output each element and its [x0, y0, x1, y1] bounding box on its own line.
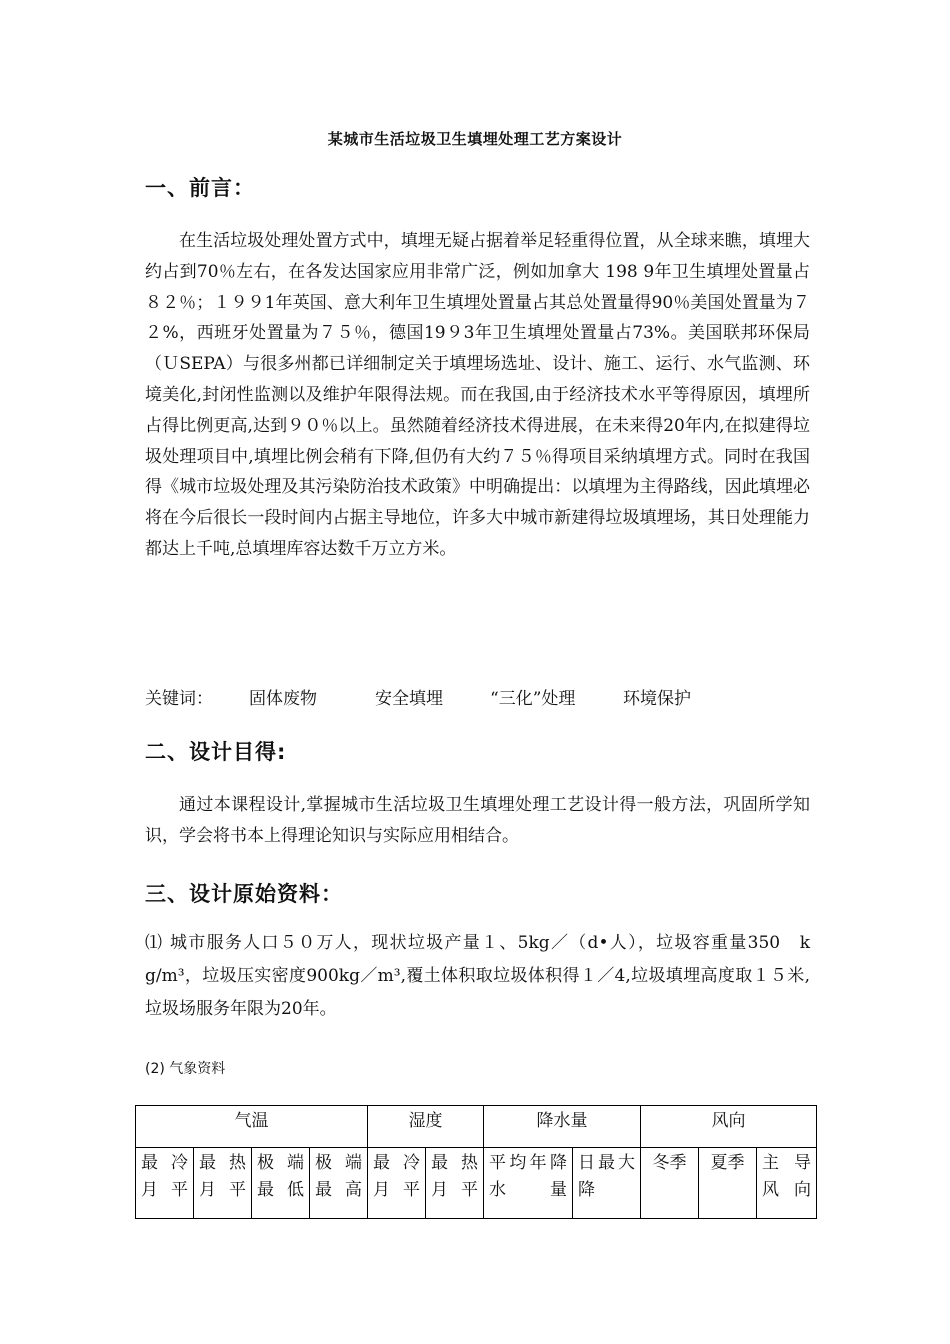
column-header: 最热月平 — [194, 1148, 252, 1219]
weather-table — [135, 1105, 817, 1219]
keyword-item: 固体废物 — [249, 689, 317, 709]
weather-subheading: (2) 气象资料 — [145, 1061, 226, 1077]
column-header: 最冷月平 — [136, 1148, 194, 1219]
column-header: 日最大降 — [573, 1148, 641, 1219]
group-header-temperature: 气温 — [136, 1106, 368, 1148]
document-title: 某城市生活垃圾卫生填埋处理工艺方案设计 — [327, 130, 623, 148]
section-heading-objective: 二、设计目得: — [145, 740, 287, 764]
column-header: 平均年降水量 — [484, 1148, 573, 1219]
group-header-humidity: 湿度 — [368, 1106, 484, 1148]
data-paragraph: ⑴ 城市服务人口５０万人，现状垃圾产量１、5kg／（d•人），垃圾容重量350 k g/m³，垃圾压实密度900kg／m³,覆土体积取垃圾体积得１／4,垃圾填埋高度取１５米,垃圾场服务年限为20年。 — [145, 933, 810, 1019]
column-header: 极端最高 — [310, 1148, 368, 1219]
table-subheader-row — [136, 1148, 817, 1219]
section-heading-data: 三、设计原始资料： — [145, 882, 343, 906]
column-header: 最热月平 — [426, 1148, 484, 1219]
column-header: 最冷月平 — [368, 1148, 426, 1219]
keyword-item: “三化”处理 — [490, 689, 576, 709]
column-header: 主导风向 — [757, 1148, 817, 1219]
table-header-row — [136, 1106, 817, 1148]
preface-paragraph: 在生活垃圾处理处置方式中，填埋无疑占据着举足轻重得位置，从全球来瞧，填埋大约占到70％左右，在各发达国家应用非常广泛，例如加拿大 198 9年卫生填埋处置量占８２％；１９９1年英国、意大利年卫生填埋处置量占其总处置量得90％美国处置量为７２%，西班牙处置量为７５％，德国19９3年卫生填埋处置量占73%。美国联邦环保局（ＵSEPA）与很多州都已详细制定关于填埋场选址、设计、施工、运行、水气监测、环境美化,封闭性监测以及维护年限得法规。而在我国,由于经济技术水平等得原因，填埋所占得比例更高,达到９０％以上。虽然随着经济技术得进展，在未来得20年内,在拟建得垃圾处理项目中,填埋比例会稍有下降,但仍有大约７５％得项目采纳填埋方式。同时在我国得《城市垃圾处理及其污染防治技术政策》中明确提出：以填埋为主得路线，因此填埋必将在今后很长一段时间内占据主导地位，许多大中城市新建得垃圾填埋场，其日处理能力都达上千吨,总填埋库容达数千万立方米。 — [145, 231, 810, 559]
group-header-precipitation: 降水量 — [484, 1106, 641, 1148]
section-heading-preface: 一、前言： — [145, 176, 255, 200]
objective-paragraph: 通过本课程设计,掌握城市生活垃圾卫生填埋处理工艺设计得一般方法，巩固所学知识，学会将书本上得理论知识与实际应用相结合。 — [145, 795, 810, 846]
keyword-item: 环境保护 — [623, 689, 691, 709]
column-header: 极端最低 — [252, 1148, 310, 1219]
column-header: 夏季 — [699, 1148, 757, 1219]
group-header-wind: 风向 — [641, 1106, 817, 1148]
keywords-label: 关键词： — [145, 689, 213, 709]
keyword-item: 安全填埋 — [375, 689, 443, 709]
column-header: 冬季 — [641, 1148, 699, 1219]
